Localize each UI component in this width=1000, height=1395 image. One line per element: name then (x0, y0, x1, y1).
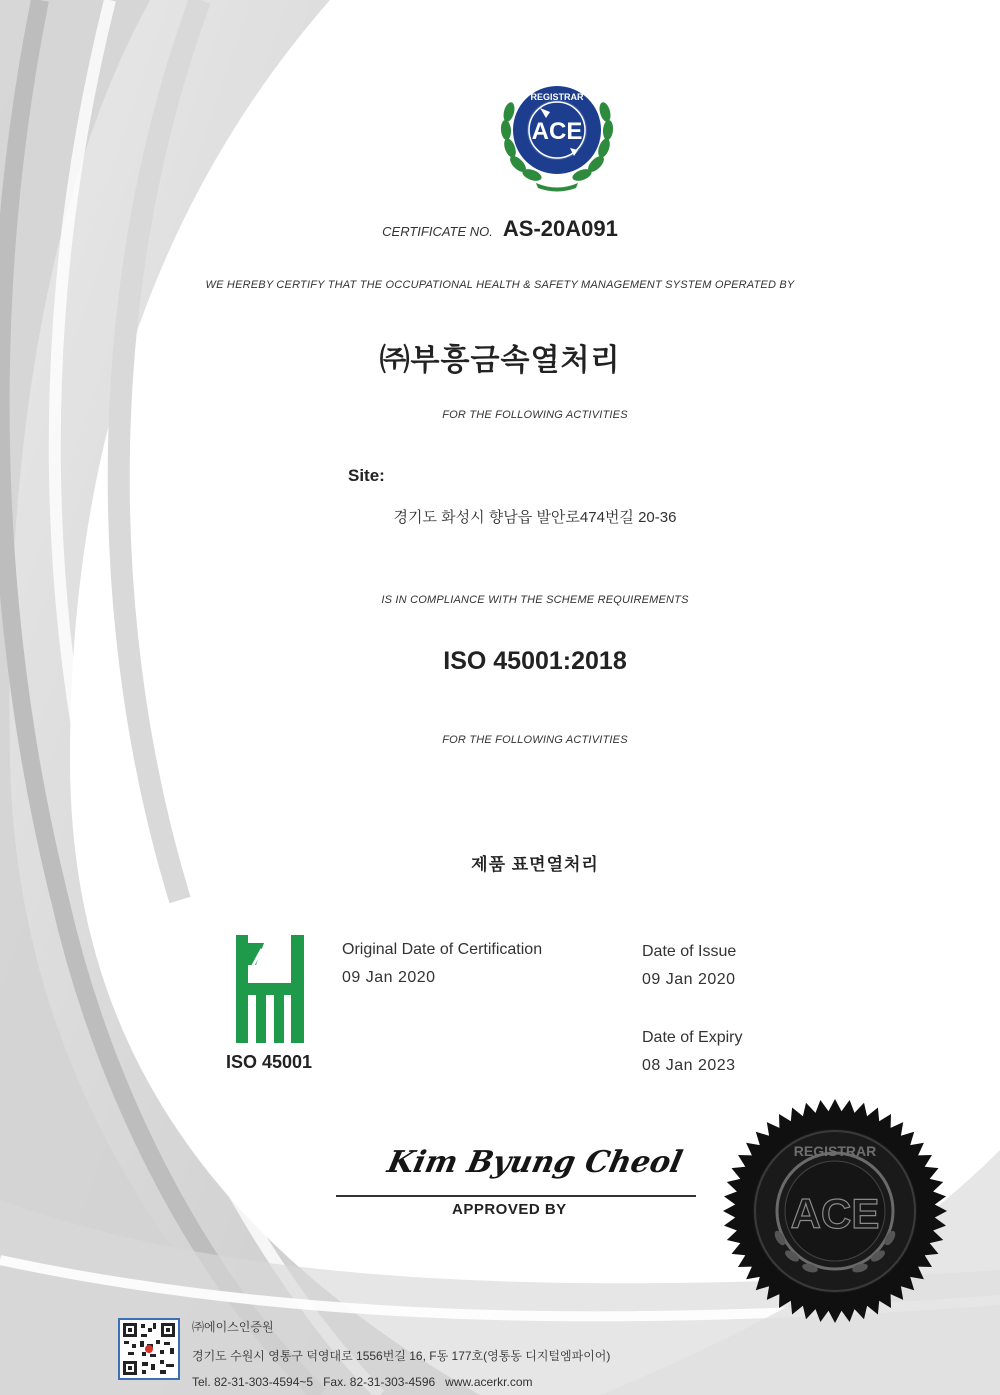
site-address: 경기도 화성시 향남읍 발안로474번길 20-36 (393, 509, 677, 526)
footer-address: 경기도 수원시 영통구 덕영대로 1556번길 16, F동 177호(영통동 디지털엠파이어) (192, 1349, 611, 1363)
original-date-value: 09 Jan 2020 (342, 969, 436, 986)
company-name: ㈜부흥금속열처리 (379, 344, 621, 377)
expiry-date-label: Date of Expiry (642, 1029, 743, 1046)
svg-text:ACE: ACE (790, 1190, 880, 1237)
site-label: Site: (348, 466, 385, 485)
registrar-logo (496, 78, 618, 193)
svg-text:REGISTRAR: REGISTRAR (793, 1143, 877, 1159)
certificate-number-label: CERTIFICATE NO. (382, 224, 493, 239)
certificate-number: AS-20A091 (502, 216, 618, 241)
footer-company: ㈜에이스인증원 (192, 1320, 274, 1334)
registrar-seal (722, 1098, 948, 1324)
issue-date-label: Date of Issue (642, 943, 737, 960)
svg-text:REGISTRAR: REGISTRAR (530, 92, 584, 102)
compliance-statement: IS IN COMPLIANCE WITH THE SCHEME REQUIREMENTS (381, 594, 689, 606)
standard-name: ISO 45001:2018 (443, 647, 627, 675)
activities-label-1: FOR THE FOLLOWING ACTIVITIES (442, 409, 628, 421)
approved-by-label: APPROVED BY (452, 1201, 567, 1218)
iso-mark (236, 935, 306, 1045)
iso-mark-label: ISO 45001 (226, 1052, 313, 1072)
signature: Kim Byung Cheol (384, 1145, 686, 1180)
qr-code (118, 1318, 180, 1380)
activity-description: 제품 표면열처리 (471, 855, 599, 874)
issue-date-value: 09 Jan 2020 (642, 971, 736, 988)
certificate-number-row (0, 216, 1000, 242)
original-date-label: Original Date of Certification (342, 941, 543, 958)
svg-text:ACE: ACE (531, 118, 583, 145)
expiry-date-value: 08 Jan 2023 (642, 1057, 736, 1074)
signature-line (336, 1195, 696, 1197)
footer-contact: Tel. 82-31-303-4594~5 Fax. 82-31-303-4596 www.acerkr.com (192, 1375, 533, 1389)
certify-statement: WE HEREBY CERTIFY THAT THE OCCUPATIONAL HEALTH & SAFETY MANAGEMENT SYSTEM OPERATED BY (205, 279, 795, 291)
activities-label-2: FOR THE FOLLOWING ACTIVITIES (442, 734, 628, 746)
